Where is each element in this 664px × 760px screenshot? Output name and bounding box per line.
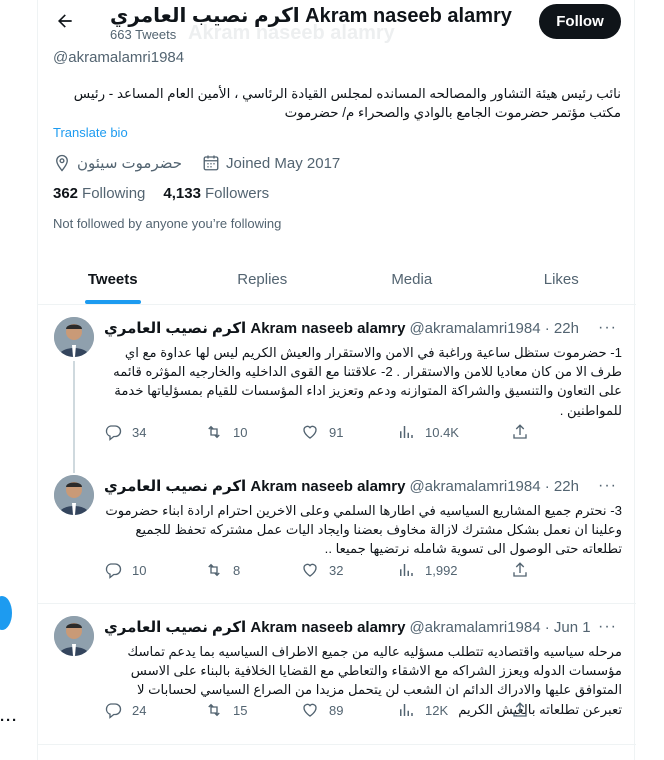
tweet-header (104, 319, 579, 337)
like-count: 32 (329, 562, 344, 578)
avatar[interactable] (54, 475, 94, 515)
like-count: 91 (329, 424, 344, 440)
side-more-icon[interactable]: ··· (0, 712, 18, 729)
translate-bio-link[interactable]: Translate bio (53, 125, 128, 140)
following-link[interactable] (53, 185, 145, 202)
profile-joined: Joined May 2017 (226, 154, 341, 172)
views-button[interactable] (397, 423, 459, 441)
tweet-author-handle[interactable]: @akramalamri1984 · 22h (409, 319, 579, 337)
avatar[interactable] (54, 616, 94, 656)
tab-label: Likes (543, 270, 579, 288)
tweet-item[interactable] (38, 305, 636, 463)
views-icon (397, 701, 415, 719)
retweet-icon (205, 701, 223, 719)
share-icon (511, 423, 529, 441)
reply-icon (104, 561, 122, 579)
retweet-icon (205, 561, 223, 579)
reply-button[interactable] (104, 423, 146, 441)
not-followed-text: Not followed by anyone you’re following (53, 216, 282, 231)
active-tab-indicator (85, 300, 141, 304)
tweet-author-handle[interactable]: @akramalamri1984 · Jun 1 (409, 618, 591, 636)
tweet-item[interactable] (38, 604, 636, 744)
profile-meta (53, 154, 360, 172)
tweet-text: 3- نحترم جميع المشاريع السياسيه في اطارها السلمي وعلى الاخرين احترام ارادة ابناء حضرموت وعلينا ان نعمل بشكل مشترك لازالة مخاوف بعضنا وايجاد اليات عمل مشتركه تحفظ للجميع تطلعاته حتى الوصول الى تسوية شامله نرتضيها جميعا .. (105, 503, 622, 557)
reply-count: 34 (132, 424, 147, 440)
share-button[interactable] (511, 561, 539, 579)
header-display-name: اكرم نصيب العامري Akram naseeb alamry (110, 5, 512, 27)
like-button[interactable] (301, 561, 343, 579)
share-icon (511, 701, 529, 719)
views-icon (397, 423, 415, 441)
views-count: 10.4K (425, 424, 459, 440)
share-button[interactable] (511, 423, 539, 441)
reply-count: 10 (132, 562, 147, 578)
tweet-author-handle[interactable]: @akramalamri1984 · 22h (409, 477, 579, 495)
like-button[interactable] (301, 701, 343, 719)
profile-handle: @akramalamri1984 (53, 49, 185, 66)
reply-icon (104, 701, 122, 719)
more-icon[interactable]: ··· (598, 618, 617, 635)
heart-icon (301, 561, 319, 579)
tweet-author-name[interactable]: اكرم نصيب العامري Akram naseeb alamry (104, 478, 406, 495)
retweet-button[interactable] (205, 423, 247, 441)
views-button[interactable] (397, 561, 458, 579)
views-count: 1,992 (425, 562, 458, 578)
views-button[interactable] (397, 701, 448, 719)
follow-button[interactable]: Follow (539, 4, 621, 39)
tab-likes[interactable] (487, 254, 637, 304)
tweet-header (104, 618, 591, 636)
tweet-text: مرحله سياسيه واقتصاديه تتطلب مسؤليه عاليه من جميع الاطراف السياسيه بما يدعم تماسك مؤسسات الدوله ويعزز الشراكه مع الاشقاء والتعاطي مع القضايا الخلافية بالبناء على الاسس المتوافق عليها والادراك الدائم ان الشعب لن يتحمل مزيدا من الصراع السياسي لحسابات لا تعبرعن تطلعاته بالعيش الكريم (127, 644, 622, 717)
tweet-author-name[interactable]: اكرم نصيب العامري Akram naseeb alamry (104, 320, 406, 337)
following-count: 362 (53, 185, 79, 202)
profile-column (37, 0, 635, 760)
retweet-count: 15 (233, 702, 248, 718)
profile-location: حضرموت سيئون (77, 155, 183, 172)
retweet-button[interactable] (205, 561, 240, 579)
tweet-item[interactable] (38, 463, 636, 603)
more-icon[interactable]: ··· (598, 319, 617, 336)
thread-line (73, 361, 75, 473)
followers-link[interactable] (163, 185, 269, 202)
followers-label: Followers (204, 185, 270, 202)
tab-label: Replies (237, 270, 288, 288)
arrow-left-icon[interactable] (52, 8, 78, 34)
retweet-count: 10 (233, 424, 248, 440)
followers-count: 4,133 (163, 185, 201, 202)
tab-tweets[interactable] (38, 254, 188, 304)
tweet-header (104, 477, 579, 495)
header-tweet-count: 663 Tweets (110, 27, 177, 42)
like-button[interactable] (301, 423, 343, 441)
reply-count: 24 (132, 702, 147, 718)
like-count: 89 (329, 702, 344, 718)
reply-button[interactable] (104, 701, 146, 719)
tab-media[interactable] (337, 254, 487, 304)
more-icon[interactable]: ··· (598, 477, 617, 494)
reply-icon (104, 423, 122, 441)
header-ghost-name: Akram naseeb alamry (188, 22, 395, 44)
heart-icon (301, 701, 319, 719)
profile-tabs (38, 254, 636, 305)
retweet-icon (205, 423, 223, 441)
reply-button[interactable] (104, 561, 146, 579)
calendar-icon (202, 154, 220, 172)
profile-bio: نائب رئيس هيئة التشاور والمصالحه المسانده لمجلس القيادة الرئاسي ، الأمين العام المساعد - رئيس مكتب مؤتمر حضرموت الجامع بالوادي والصحراء م/ حضرموت (73, 86, 621, 120)
avatar[interactable] (54, 317, 94, 357)
share-icon (511, 561, 529, 579)
tab-label: Tweets (87, 270, 138, 288)
location-pin-icon (53, 154, 71, 172)
tweet-divider (38, 744, 636, 745)
profile-stats (53, 185, 287, 202)
retweet-count: 8 (233, 562, 241, 578)
tweet-text: 1- حضرموت ستظل ساعية وراغبة في الامن والاستقرار والعيش الكريم ليس لها عداوة مع اي طرف الا من كان معاديا للامن والاستقرار . 2- علاقتنا مع القوى الداخليه والخارجيه المؤثره قائمه على التعاون والتنسيق والشراكة المتوازنه ودعم وتعزيز اداء المؤسسات للقيام بمسؤلياتها خدمة للمواطنين . (113, 345, 622, 418)
heart-icon (301, 423, 319, 441)
views-count: 12K (425, 702, 449, 718)
share-button[interactable] (511, 701, 539, 719)
following-label: Following (82, 185, 146, 202)
views-icon (397, 561, 415, 579)
tab-replies[interactable] (188, 254, 338, 304)
retweet-button[interactable] (205, 701, 247, 719)
side-blue-element (0, 596, 12, 630)
tab-label: Media (391, 270, 433, 288)
tweet-author-name[interactable]: اكرم نصيب العامري Akram naseeb alamry (104, 619, 406, 636)
